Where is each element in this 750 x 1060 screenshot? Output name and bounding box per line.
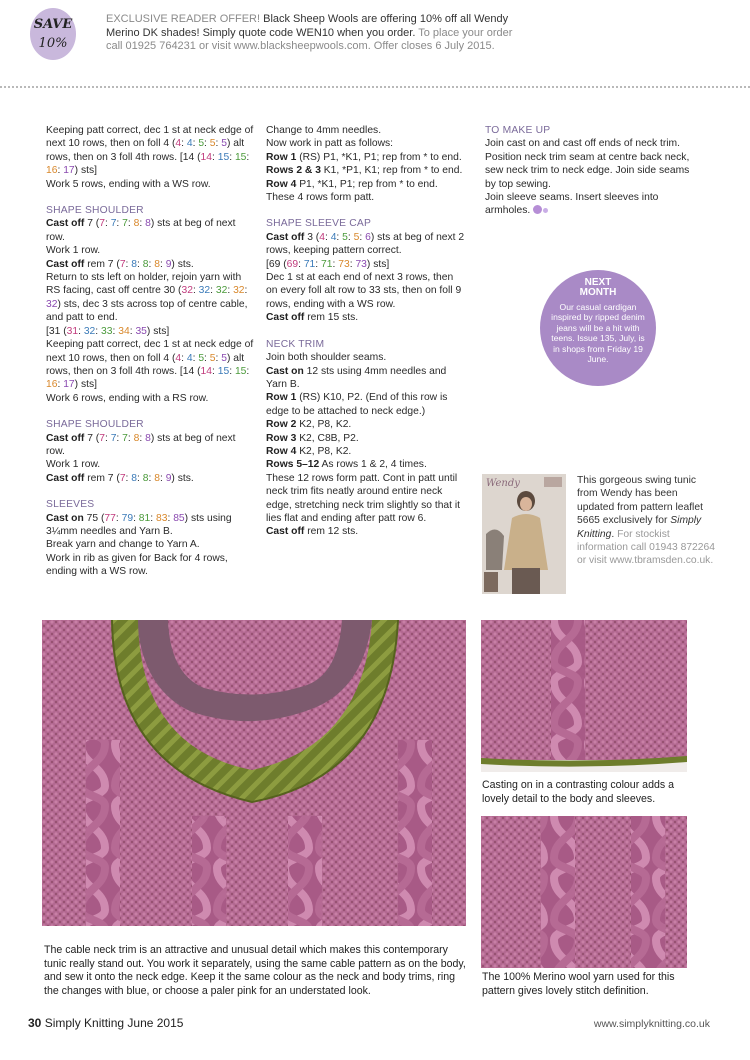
end-mark-dot-icon — [543, 208, 548, 213]
reader-offer — [106, 13, 526, 54]
main-neck-trim-photo — [42, 620, 466, 926]
stitch-definition-caption: The 100% Merino wool yarn used for this pattern gives lovely stitch definition. — [482, 971, 675, 997]
next-month-body: Our casual cardigan inspired by ripped denim jeans will be a hit with teens. Issue 135, July, is in shops from Friday 19 June. — [551, 302, 645, 365]
col2-neck-trim-block: Join both shoulder seams. Cast on 12 sts using 4mm needles and Yarn B. Row 1 (RS) K10, P2. (End of this row is edge to be attached to neck edge.) Row 2 K2, P8, K2. Row 3 K2, C8B, P2. Row 4 K2, P8, K2. Rows 5–12 As rows 1 & 2, 4 times. These 12 rows form patt. Cont in patt until neck trim fits neatly around entire neck edge, stretching neck trim slightly so that it lies flat and ending after patt row 6. Cast off rem 12 sts. — [266, 352, 461, 538]
offer-lead: EXCLUSIVE READER OFFER! — [106, 13, 261, 25]
website-url[interactable]: www.simplyknitting.co.uk — [593, 1018, 710, 1030]
section-heading-shape-shoulder: SHAPE SHOULDER — [46, 205, 144, 217]
col2-pattern-rows: Change to 4mm needles. Now work in patt as follows: Row 1 (RS) P1, *K1, P1; rep from * to end. Rows 2 & 3 K1, *P1, K1; rep from * to end. Row 4 P1, *K1, P1; rep from * to end. These 4 rows form patt. — [266, 125, 463, 204]
section-heading-shape-shoulder-2: SHAPE SHOULDER — [46, 419, 144, 431]
cover-illustration — [482, 474, 566, 594]
main-photo-caption: The cable neck trim is an attractive and unusual detail which makes this contemporary tunic really stand out. You work it separately, using the same cable pattern as on the body, and sew it onto the neck edge. Keep it the same colour as the neck and body trims, ring the changes with blue, or choose a paler pink for an understated look. — [44, 944, 466, 997]
col2-sleeve-cap-block: Cast off 3 (4: 4: 5: 5: 6) sts at beg of next 2 rows, keeping pattern correct. [69 (69: 71: 71: 73: 73) sts] Dec 1 st at each end of next 3 rows, then on every foll alt row to 33 sts, then on foll 9 rows, ending with a WS row. Cast off rem 15 sts. — [266, 231, 465, 324]
offer-contact: To place your order call 01925 764231 or visit www.blacksheepwools.com. Offer closes 6 July 2015. — [106, 26, 513, 52]
pattern-column-3 — [485, 124, 690, 231]
pattern-leaflet-cover — [482, 474, 566, 594]
col3-make-up-block: Join cast on and cast off ends of neck trim. Position neck trim seam at centre back neck, sew neck trim to neck edge. Join side seams by top sewing. Join sleeve seams. Insert sleeves into armholes. — [485, 138, 690, 217]
next-month-title-a: NEXT — [584, 277, 612, 288]
end-mark-icon — [533, 205, 542, 214]
cover-brand: Wendy — [486, 478, 520, 489]
section-heading-sleeve-cap: SHAPE SLEEVE CAP — [266, 218, 372, 230]
next-month-title-b: MONTH — [579, 287, 617, 298]
next-month-badge — [540, 270, 656, 386]
col1-para-1: Keeping patt correct, dec 1 st at neck edge of next 10 rows, then on foll 4 (4: 4: 5: 5: 5) alt rows, then on 3 foll 4th rows. [14 (14: 15: 15: 16: 17) sts] Work 5 rows, ending with a WS row. — [46, 125, 254, 190]
stitch-definition-illustration — [481, 816, 687, 968]
cast-on-detail-photo — [481, 620, 687, 772]
col1-sleeves-block: Cast on 75 (77: 79: 81: 83: 85) sts using 3¼mm needles and Yarn B. Break yarn and change to Yarn A. Work in rib as given for Back for 4 rows, ending with a WS row. — [46, 512, 232, 578]
page-footer — [28, 1016, 183, 1030]
cover-caption: This gorgeous swing tunic from Wendy has been updated from pattern leaflet 5665 exclusively for Simply Knitting. For stockist information call 01943 872264 or visit www.tbramsden.co.uk. — [577, 475, 715, 567]
offer-details: Black Sheep Wools are offering 10% off all Wendy Merino DK shades! Simply quote code WEN10 when you order. — [106, 13, 509, 39]
pattern-column-1 — [46, 124, 254, 592]
stitch-definition-photo — [481, 816, 687, 968]
dotted-divider — [0, 86, 750, 88]
badge-percent-text: 10% — [38, 36, 68, 51]
cast-on-caption: Casting on in a contrasting colour adds a lovely detail to the body and sleeves. — [482, 779, 674, 805]
cast-on-illustration — [481, 620, 687, 772]
magazine-issue: Simply Knitting June 2015 — [41, 1016, 184, 1030]
badge-save-text: SAVE — [33, 17, 73, 32]
section-heading-to-make-up: TO MAKE UP — [485, 125, 551, 136]
section-heading-sleeves: SLEEVES — [46, 499, 95, 511]
page-number: 30 — [28, 1016, 42, 1030]
neck-trim-illustration — [42, 620, 466, 926]
col1-shoulder-block: Cast off 7 (7: 7: 7: 8: 8) sts at beg of next row. Work 1 row. Cast off rem 7 (7: 8: 8: 8: 9) sts. Return to sts left on holder, rejoin yarn with RS facing, cast off centre 30 (32: 32: 32: 32: 32) sts, dec 3 sts across top of centre cable, and patt to end. [31 (31: 32: 33: 34: 35) sts] Keeping patt correct, dec 1 st at neck edge of next 10 rows, then on foll 4 (4: 4: 5: 5: 5) alt rows, then on 3 foll 4th rows. [14 (14: 15: 15: 16: 17) sts] Work 6 rows, ending with a RS row. — [46, 218, 254, 404]
save-badge — [30, 8, 76, 60]
pattern-column-2 — [266, 124, 466, 552]
col1-shoulder-block-2: Cast off 7 (7: 7: 7: 8: 8) sts at beg of next row. Work 1 row. Cast off rem 7 (7: 8: 8: 8: 9) sts. — [46, 432, 236, 484]
section-heading-neck-trim: NECK TRIM — [266, 338, 325, 350]
